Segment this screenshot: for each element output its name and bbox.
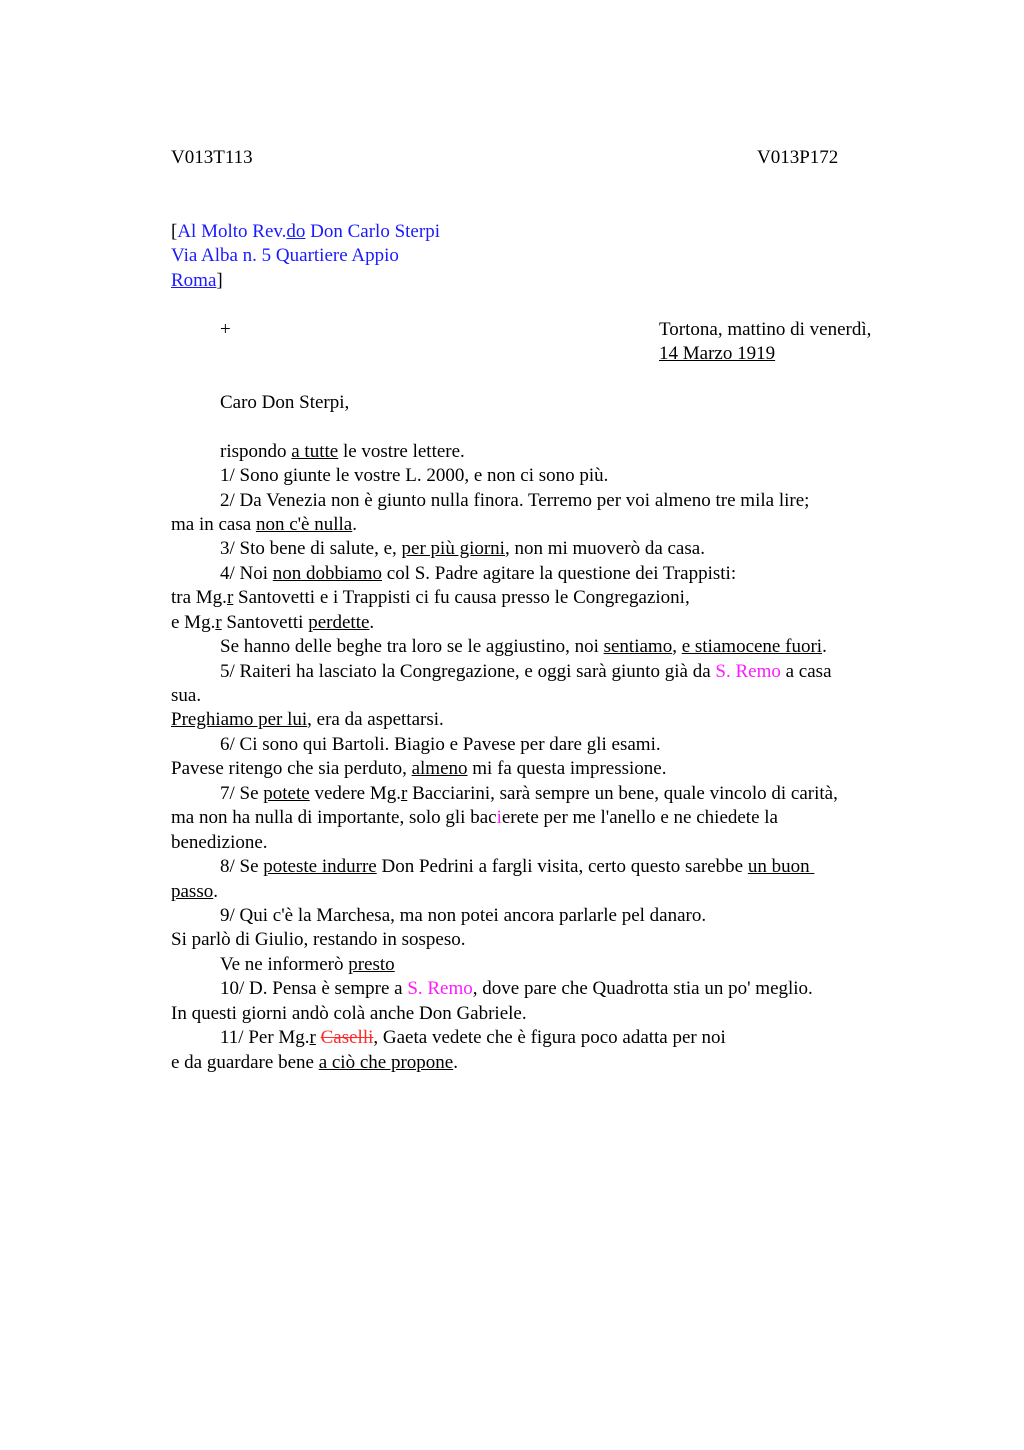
cross-mark: +: [220, 319, 231, 340]
document-code-left: V013T113: [171, 147, 253, 168]
place-name: S. Remo: [407, 978, 473, 999]
body-line: tra Mg.r Santovetti e i Trappisti ci fu causa presso le Congregazioni,: [171, 587, 690, 608]
body-line: e da guardare bene a ciò che propone.: [171, 1052, 458, 1073]
body-line: 4/ Noi non dobbiamo col S. Padre agitare la questione dei Trappisti:: [220, 563, 737, 584]
body-line: ma non ha nulla di importante, solo gli bacierete per me l'anello e ne chiedete la: [171, 807, 778, 828]
body-line: 7/ Se potete vedere Mg.r Bacciarini, sarà sempre un bene, quale vincolo di carità,: [220, 783, 838, 804]
body-line: Preghiamo per lui, era da aspettarsi.: [171, 709, 444, 730]
document-code-right: V013P172: [757, 147, 839, 168]
body-line: In questi giorni andò colà anche Don Gabriele.: [171, 1003, 527, 1024]
body-line: sua.: [171, 685, 202, 706]
dateline-date: 14 Marzo 1919: [659, 343, 776, 364]
address-line-2: Via Alba n. 5 Quartiere Appio: [171, 245, 399, 266]
address-city: Roma: [171, 270, 217, 291]
body-line: ma in casa non c'è nulla.: [171, 514, 357, 535]
body-line: 5/ Raiteri ha lasciato la Congregazione, e oggi sarà giunto già da S. Remo a casa: [220, 661, 832, 682]
body-line: Ve ne informerò presto: [220, 954, 395, 975]
body-line: 2/ Da Venezia non è giunto nulla finora. Terremo per voi almeno tre mila lire;: [220, 490, 810, 511]
address-line-3: [171, 269, 223, 293]
body-line: 11/ Per Mg.r Caselli, Gaeta vedete che è figura poco adatta per noi: [220, 1027, 726, 1048]
body-line: 1/ Sono giunte le vostre L. 2000, e non ci sono più.: [220, 465, 609, 486]
body-line: Si parlò di Giulio, restando in sospeso.: [171, 929, 466, 950]
body-line: 9/ Qui c'è la Marchesa, ma non potei ancora parlarle pel danaro.: [220, 905, 707, 926]
dateline-place: Tortona, mattino di venerdì,: [659, 319, 872, 340]
struck-word: Caselli: [320, 1027, 374, 1048]
place-name: S. Remo: [715, 661, 781, 682]
close-bracket: ]: [216, 270, 223, 291]
address-title: Al Molto Rev.: [177, 221, 287, 242]
body-line: passo.: [171, 881, 218, 902]
body-line: rispondo a tutte le vostre lettere.: [220, 441, 465, 462]
body-line: Se hanno delle beghe tra loro se le aggiustino, noi sentiamo, e stiamocene fuori.: [220, 636, 827, 657]
address-do: do: [286, 221, 306, 242]
body-line: 3/ Sto bene di salute, e, per più giorni, non mi muoverò da casa.: [220, 538, 705, 559]
address-line-1: [171, 220, 440, 244]
body-line: 6/ Ci sono qui Bartoli. Biagio e Pavese per dare gli esami.: [220, 734, 661, 755]
body-line: 10/ D. Pensa è sempre a S. Remo, dove pare che Quadrotta stia un po' meglio.: [220, 978, 813, 999]
salutation: Caro Don Sterpi,: [220, 392, 350, 413]
body-line: 8/ Se poteste indurre Don Pedrini a fargli visita, certo questo sarebbe un buon: [220, 856, 815, 877]
open-bracket: [: [171, 221, 178, 242]
body-line: benedizione.: [171, 832, 268, 853]
address-name: Don Carlo Sterpi: [305, 221, 440, 242]
body-line: e Mg.r Santovetti perdette.: [171, 612, 375, 633]
body-line: Pavese ritengo che sia perduto, almeno mi fa questa impressione.: [171, 758, 667, 779]
